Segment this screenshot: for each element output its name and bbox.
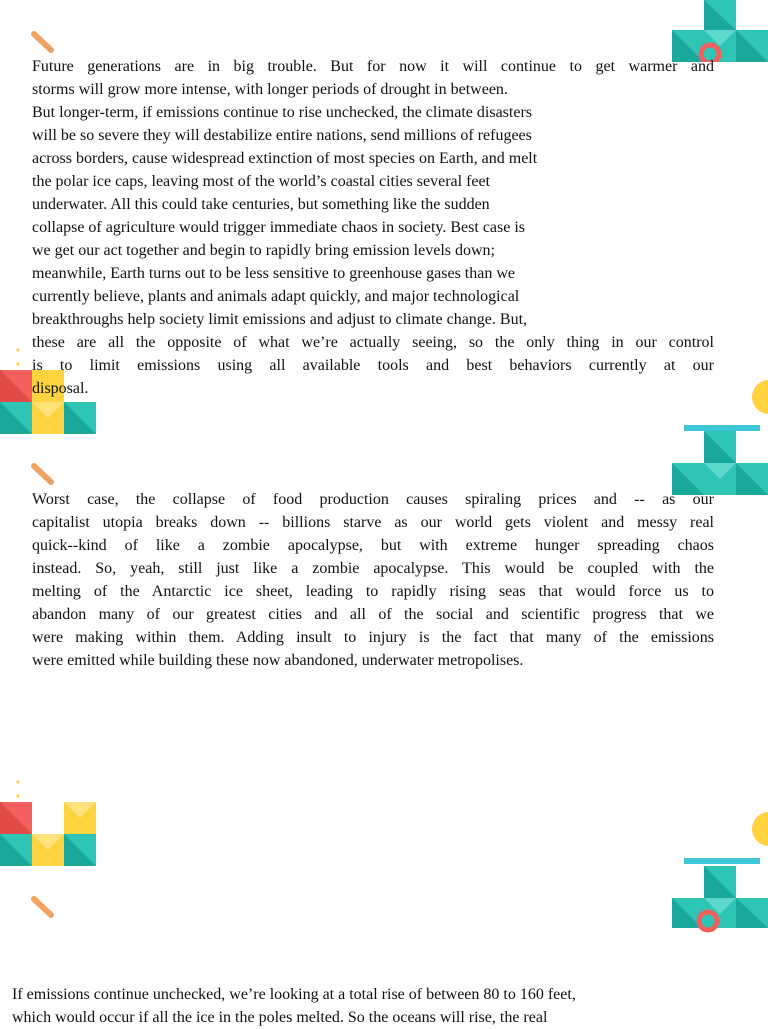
teal-triangle-pattern-icon: [672, 425, 768, 495]
text-line: we get our act together and begin to rapidly bring emission levels down;: [32, 242, 495, 259]
text-line: Worst case, the collapse of food production causes spiraling prices and -- as our: [32, 491, 714, 508]
text-line: is to limit emissions using all available tools and best behaviors currently at our: [32, 357, 714, 374]
teal-triangle-pattern-icon: [672, 0, 768, 62]
text-line: instead. So, yeah, still just like a zombie apocalypse. This would be coupled with the: [32, 560, 714, 577]
text-line: But longer-term, if emissions continue to rise unchecked, the climate disasters: [32, 104, 532, 121]
text-line: If emissions continue unchecked, we’re looking at a total rise of between 80 to 160 feet,: [12, 986, 576, 1003]
text-line: Future generations are in big trouble. But for now it will continue to get warmer and: [32, 58, 714, 75]
text-line: will be so severe they will destabilize entire nations, send millions of refugees: [32, 127, 532, 144]
text-line: which would occur if all the ice in the poles melted. So the oceans will rise, the real: [12, 1009, 548, 1026]
text-line: abandon many of our greatest cities and all of the social and scientific progress that we: [32, 606, 714, 623]
text-line: breakthroughs help society limit emissions and adjust to climate change. But,: [32, 311, 528, 328]
text-line: quick--kind of like a zombie apocalypse, but with extreme hunger spreading chaos: [32, 537, 714, 554]
text-line: were making within them. Adding insult to injury is the fact that many of the emissions: [32, 629, 714, 646]
paragraph-emissions-unchecked: [12, 983, 752, 1029]
text-line: disposal.: [32, 380, 89, 397]
text-line: underwater. All this could take centuries, but something like the sudden: [32, 196, 490, 213]
colorful-triangle-pattern-icon: [0, 772, 96, 866]
text-line: currently believe, plants and animals adapt quickly, and major technological: [32, 288, 520, 305]
text-line: these are all the opposite of what we’re actually seeing, so the only thing in our control: [32, 334, 714, 351]
paragraph-future-generations: [32, 55, 714, 400]
text-line: across borders, cause widespread extinction of most species on Earth, and melt: [32, 150, 538, 167]
yellow-half-circle-icon: [752, 812, 768, 846]
text-line: were emitted while building these now abandoned, underwater metropolises.: [32, 652, 524, 669]
yellow-half-circle-icon: [752, 380, 768, 414]
text-line: melting of the Antarctic ice sheet, leading to rapidly rising seas that would force us to: [32, 583, 714, 600]
paragraph-worst-case: [32, 488, 714, 672]
text-line: the polar ice caps, leaving most of the world’s coastal cities several feet: [32, 173, 491, 190]
orange-dash-icon: [30, 30, 56, 56]
text-line: storms will grow more intense, with longer periods of drought in between.: [32, 81, 508, 98]
text-line: meanwhile, Earth turns out to be less sensitive to greenhouse gases than we: [32, 265, 515, 282]
text-line: capitalist utopia breaks down -- billions starve as our world gets violent and messy real: [32, 514, 714, 531]
teal-triangle-pattern-icon: [672, 858, 768, 936]
orange-dash-icon: [30, 462, 56, 488]
orange-dash-icon: [30, 895, 56, 921]
text-line: collapse of agriculture would trigger immediate chaos in society. Best case is: [32, 219, 526, 236]
